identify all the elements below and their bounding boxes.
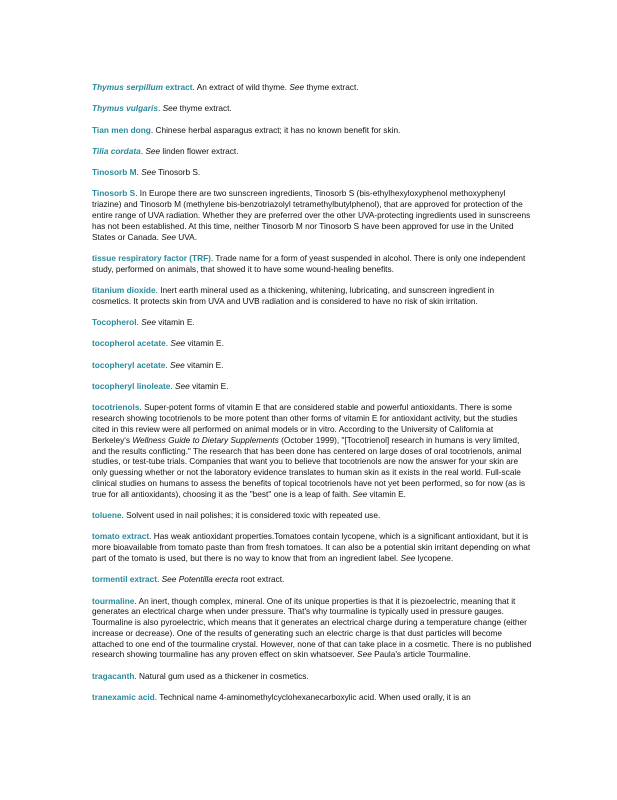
glossary-entry	[92, 125, 532, 136]
entry-text: UVA.	[175, 231, 198, 242]
entry-term: tragacanth	[92, 670, 135, 681]
entry-text: vitamin E.	[189, 381, 229, 392]
species-name: Potentilla erecta	[178, 574, 239, 585]
entry-text: .	[157, 574, 162, 585]
entry-text: vitamin E.	[185, 338, 224, 349]
book-title: Wellness Guide to Dietary Supplements	[132, 434, 279, 445]
entry-text: (October 1999), "[Tocotrienol] research in humans is very limited, and the results conflicting." The research that has been done has centered on large doses of oral tocotrienols, animal studies, or test-tube trials. Companies that want you to believe that tocotrienols are now the answer for your skin are only guessing whether or not the laboratory evidence translates to human skin as it exists in the real world. Full-scale clinical studies on humans to assess the benefits of topical tocotrienols have not yet been performed, so for now (as is true for all antioxidants), choosing it as the "best" one is a leap of faith.	[92, 434, 526, 499]
entry-text: . Super-potent forms of vitamin E that are considered stable and powerful antioxidants. There is some research showing tocotrienols to be more potent than other forms of vitamin E for antioxidant activity, but the studies cited in this review were all performed on animal models or in vitro. According to the University of California at Berkeley's	[92, 402, 518, 445]
entry-text: vitamin E.	[184, 359, 224, 370]
entry-text: . Inert earth mineral used as a thickening, whitening, lubricating, and sunscreen ingredient in cosmetics. It protects skin from UVA and UVB radiation and is considered to have no risk of skin irritation.	[92, 285, 495, 306]
entry-term: tissue respiratory factor (TRF)	[92, 252, 211, 263]
entry-text: linden flower extract.	[160, 145, 239, 156]
entry-text: lycopene.	[415, 552, 454, 563]
glossary-entry	[92, 574, 532, 585]
entry-term: tourmaline	[92, 595, 135, 606]
entry-term-suffix: extract	[163, 82, 193, 92]
entry-text: . Solvent used in nail polishes; it is considered toxic with repeated use.	[121, 510, 381, 521]
glossary-entry	[92, 381, 532, 392]
see-reference: See	[161, 574, 177, 585]
glossary-page	[92, 82, 532, 713]
glossary-entry	[92, 692, 532, 703]
entry-term: tocopherol acetate	[92, 338, 166, 349]
entry-term: tormentil extract	[92, 574, 158, 585]
glossary-entry	[92, 360, 532, 371]
entry-term: tocopheryl linoleate	[92, 381, 171, 392]
entry-text: . An extract of wild thyme.	[192, 82, 290, 92]
glossary-entry	[92, 253, 532, 275]
glossary-entry	[92, 146, 532, 157]
entry-text: . Trade name for a form of yeast suspended in alcohol. There is only one independent study, performed on animals, that showed it to have some wound-healing benefits.	[92, 252, 526, 274]
glossary-entry	[92, 531, 532, 563]
see-reference: See	[352, 488, 368, 499]
entry-text: .	[140, 145, 146, 156]
glossary-entry	[92, 103, 532, 114]
entry-text: .	[165, 338, 171, 349]
entry-text: vitamin E.	[367, 488, 406, 499]
see-reference: See	[141, 317, 156, 328]
entry-term: Tinosorb S	[92, 188, 136, 199]
entry-text: .	[170, 381, 175, 392]
glossary-entry	[92, 402, 532, 499]
entry-term: Thymus vulgaris	[92, 103, 158, 114]
entry-term: Thymus serpillum	[92, 82, 164, 92]
see-reference: See	[357, 649, 372, 660]
glossary-entry	[92, 82, 532, 93]
see-reference: See	[169, 359, 185, 370]
entry-text: Paula's article Tourmaline.	[371, 649, 471, 660]
entry-text: . Has weak antioxidant properties.Tomatoes contain lycopene, which is a significant antioxidant, but it is more bioavailable from tomato paste than from fresh tomatoes. It can also be a potential skin irritant depending on what part of the tomato is used, but there is no way to know that from an ingredient label.	[92, 531, 531, 563]
glossary-entry	[92, 188, 532, 242]
entry-term: tocotrienols	[92, 402, 140, 413]
entry-text: root extract.	[238, 574, 285, 585]
see-reference: See	[162, 103, 178, 114]
entry-text: .	[165, 359, 170, 370]
entry-term: Tinosorb M	[92, 167, 137, 178]
entry-text: thyme extract.	[304, 82, 359, 92]
see-reference: See	[400, 552, 416, 563]
entry-text: . Natural gum used as a thickener in cosmetics.	[134, 670, 309, 681]
see-reference: See	[145, 145, 161, 156]
entry-text: .	[136, 317, 142, 328]
glossary-entry	[92, 596, 532, 661]
see-reference: See	[175, 381, 190, 392]
glossary-entry	[92, 317, 532, 328]
entry-term: tranexamic acid	[92, 692, 155, 703]
see-reference: See	[170, 338, 186, 349]
entry-term: Tilia cordata	[92, 145, 141, 156]
glossary-entry	[92, 338, 532, 349]
entry-text: .	[136, 167, 142, 178]
entry-text: thyme extract.	[177, 103, 232, 114]
glossary-entry	[92, 510, 532, 521]
see-reference: See	[161, 231, 176, 242]
entry-term: toluene	[92, 510, 122, 521]
glossary-entry	[92, 167, 532, 178]
entry-term: Tian men dong	[92, 124, 151, 135]
entry-text: .	[157, 103, 163, 114]
see-reference: See	[141, 167, 156, 178]
entry-term: Tocopherol	[92, 317, 137, 328]
entry-term: titanium dioxide	[92, 285, 156, 296]
see-reference: See	[289, 82, 305, 92]
entry-text: . An inert, though complex, mineral. One of its unique properties is that it is piezoelectric, meaning that it generates an electrical charge when under pressure. That's why tourmaline is typically used in pressure gauges. Tourmaline is also pyroelectric, which means that it generates an electrical charge during a temperature change (either increase or decrease). One of the results of generating such an electric charge is that dust particles will become attached to one end of the tourmaline crystal. However, none of that can take place in a cosmetic. There is no published research showing tourmaline has any proven effect on skin whatsoever.	[92, 595, 532, 660]
entry-text: vitamin E.	[155, 317, 195, 328]
entry-text: . Chinese herbal asparagus extract; it has no known benefit for skin.	[150, 124, 401, 135]
entry-term: tomato extract	[92, 531, 150, 542]
entry-text: . In Europe there are two sunscreen ingredients, Tinosorb S (bis-ethylhexyloxyphenol methoxyphenyl triazine) and Tinosorb M (methylene bis-benzotriazolyl tetramethylbutylphenol), that are approved for protection of the entire range of UVA radiation. Whether they are preferred over the other UVA-protecting ingredients used in sunscreens has not been established. At this time, neither Tinosorb M nor Tinosorb S have been approved for use in the United States or Canada.	[92, 188, 531, 242]
entry-text: Tinosorb S.	[155, 167, 201, 178]
entry-term: tocopheryl acetate	[92, 359, 166, 370]
entry-text: . Technical name 4-aminomethylcyclohexanecarboxylic acid. When used orally, it is an	[154, 692, 471, 703]
glossary-entry	[92, 671, 532, 682]
glossary-entry	[92, 285, 532, 307]
